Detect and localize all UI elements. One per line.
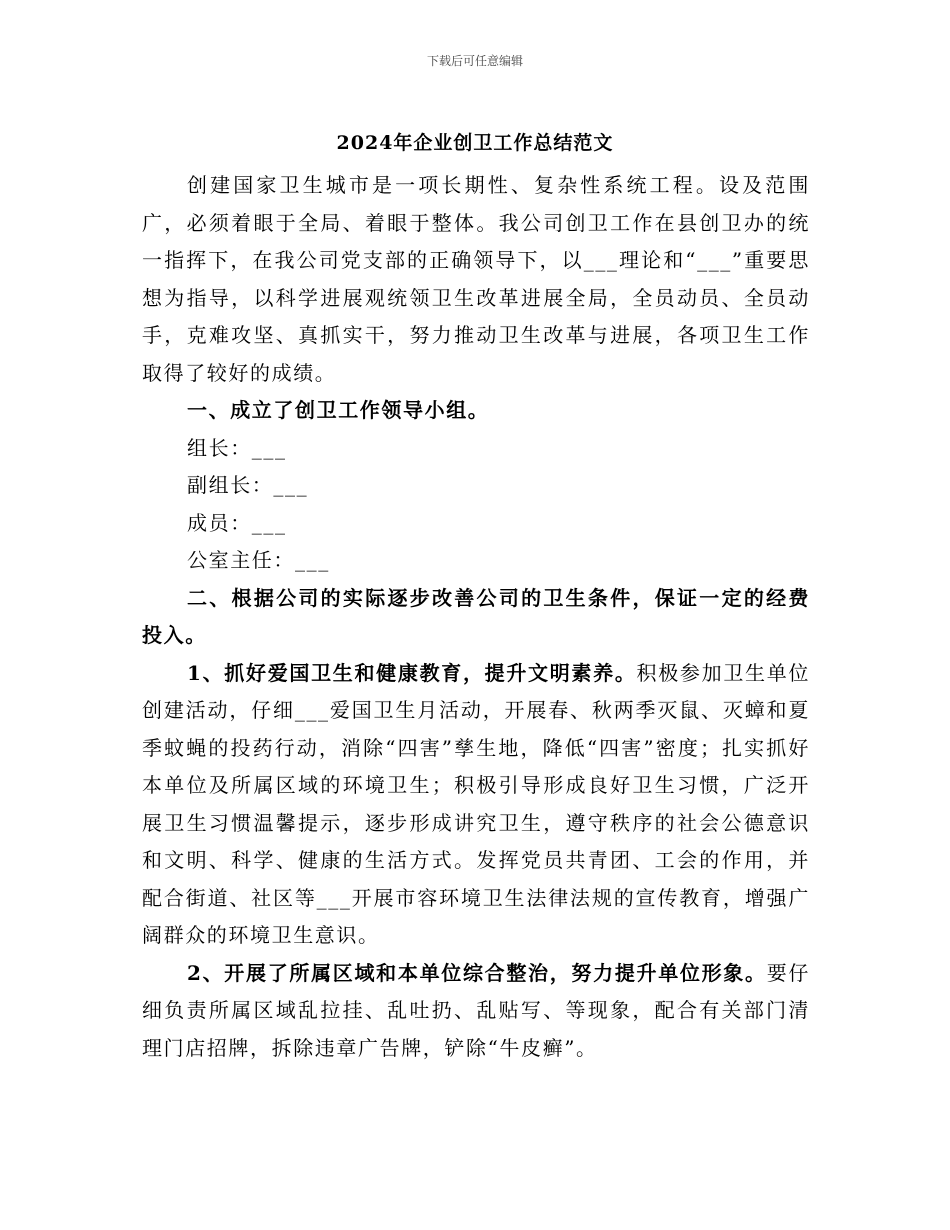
section2-paragraph-2 (142, 955, 810, 1068)
member-deputy-leader: 副组长：___ (187, 473, 309, 497)
section2-paragraph-1 (142, 655, 810, 955)
paragraph-1-lead: 1、抓好爱国卫生和健康教育，提升文明素养。 (187, 660, 637, 685)
paragraph-2-lead: 2、开展了所属区域和本单位综合整治，努力提升单位形象。 (187, 960, 767, 985)
paragraph-1-body: 积极参加卫生单位创建活动，仔细___爱国卫生月活动，开展春、秋两季灭鼠、灭蟑和夏季蚊蝇的投药行动，消除“四害”孳生地，降低“四害”密度；扎实抓好本单位及所属区域的环境卫生；积极引导形成良好卫生习惯，广泛开展卫生习惯温馨提示，逐步形成讲究卫生，遵守秩序的社会公德意识和文明、科学、健康的生活方式。发挥党员共青团、工会的作用，并配合街道、社区等___开展市容环境卫生法律法规的宣传教育，增强广阔群众的环境卫生意识。 (142, 660, 810, 947)
document-title: 2024年企业创卫工作总结范文 (336, 132, 614, 154)
paragraph-2-body: 要仔细负责所属区域乱拉挂、乱吐扔、乱贴写、等现象，配合有关部门清理门店招牌，拆除违章广告牌，铲除“牛皮癣”。 (142, 960, 810, 1060)
intro-paragraph: 创建国家卫生城市是一项长期性、复杂性系统工程。设及范围广，必须着眼于全局、着眼于整体。我公司创卫工作在县创卫办的统一指挥下，在我公司党支部的正确领导下，以___理论和“___”重要思想为指导，以科学进展观统领卫生改革进展全局，全员动员、全员动手，克难攻坚、真抓实干，努力推动卫生改革与进展，各项卫生工作取得了较好的成绩。 (142, 173, 810, 385)
document-body (142, 167, 810, 1067)
section2-heading: 二、根据公司的实际逐步改善公司的卫生条件，保证一定的经费投入。 (142, 585, 810, 647)
section1-heading: 一、成立了创卫工作领导小组。 (187, 398, 490, 422)
member-members: 成员：___ (187, 510, 287, 535)
page-header: 下载后可任意编辑 (426, 54, 523, 68)
member-office-director: 公室主任：___ (187, 548, 330, 572)
member-leader: 组长：___ (187, 435, 287, 460)
